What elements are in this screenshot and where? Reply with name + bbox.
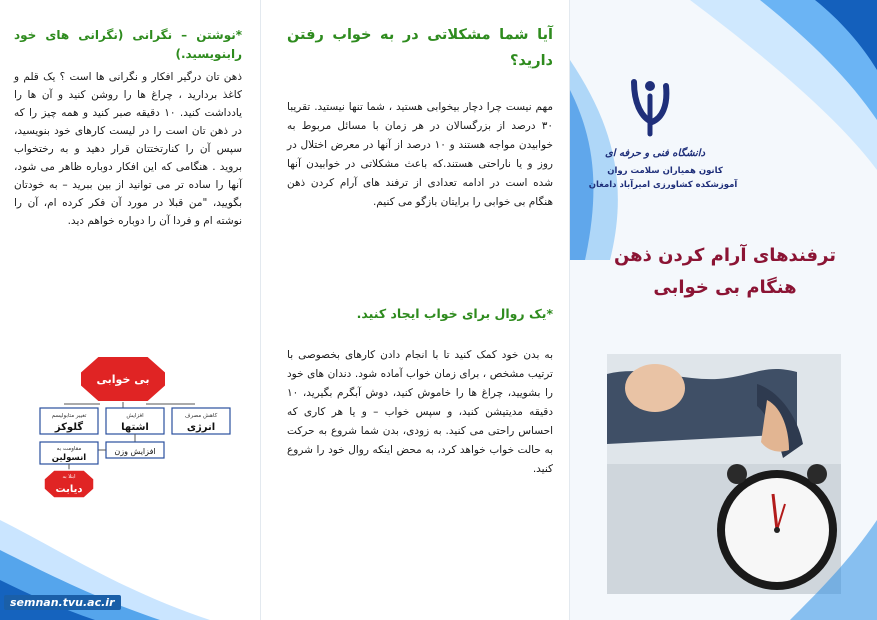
- flow-box2-main: اشتها: [121, 422, 149, 433]
- flow-box4: افزایش وزن: [114, 447, 156, 456]
- middle-panel: [261, 0, 570, 620]
- wave-decoration-bottom-right: [770, 520, 877, 620]
- middle-paragraph-1: مهم نیست چرا دچار بیخوابی هستید ، شما تنها نیستید. تقریبا ۳۰ درصد از بزرگسالان در هر زمان با مسائل مربوط به خوابیدن مواجه هستند و ۱۰ درصد از آنها در معرض اختلال در روز و یا ناراحتی هستند.که باعث مشکلاتی در خوابیدن آنها شده است در ادامه تعدادی از ترفند های آرام کردن ذهن هنگام بی خوابی را برایتان بازگو می کنیم.: [287, 101, 553, 208]
- logo-line-3: آموزشکده کشاورزی امیرآباد دامغان: [588, 180, 738, 190]
- left-heading: *نوشتن – نگرانی (نگرانی های خود رابنویسید.): [14, 28, 242, 61]
- left-body-text: ذهن تان درگیر افکار و نگرانی ها است ؟ یک قلم و کاغذ بردارید ، چراغ ها را روشن کنید و آن ها را یادداشت کنید. ۱۰ دقیقه صبر کنید و همه چیز را که در ذهن تان است را در لیست کارهای خود بنویسید، سپس آن را کنارتختتان قرار دهید و به رختخواب بروید . هنگامی که این افکار دوباره ظاهر می شود، آنها را ساده تر می توانید از بین ببرید – به خودتان بگویید، "من قبلا در مورد آن فکر کرده ام، آن را نوشته ام و فردا آن را دوباره خواهم دید.: [14, 71, 243, 227]
- middle-paragraph-2: به بدن خود کمک کنید تا با انجام دادن کارهای بخصوصی با ترتیب مشخص ، برای زمان خواب آماده شود. دندان های خود را بشویید، چراغ ها را خاموش کنید، دوش آبگرم بگیرید، ۱۰ دقیقه مدیتیشن کنید، و سپس خواب – و یا هر کاری که احساس راحتی می کنید. به زودی، بدن شما شروع به حرکت به حالت خواب خواهد کرد، به محض اینکه روال خود را شروع کنید.: [287, 349, 553, 475]
- flow-box5-small: مقاومت به: [56, 446, 82, 452]
- flow-bottom-small: ابتلا به: [62, 474, 76, 480]
- flow-box1-main: گلوکز: [54, 422, 84, 433]
- flow-box3-main: انرژی: [186, 422, 216, 433]
- site-watermark: semnan.tvu.ac.ir: [4, 595, 121, 610]
- right-panel: [570, 0, 877, 620]
- flow-top-label: بی خوابی: [96, 373, 150, 386]
- brochure-title: ترفندهای آرام کردن ذهن هنگام بی خوابی: [613, 245, 837, 298]
- logo-line-2: کانون همیاران سلامت روان: [607, 166, 723, 176]
- flow-box5-main: انسولین: [51, 453, 87, 463]
- flow-box2-small: افزایش: [126, 413, 144, 419]
- logo-line-1: دانشگاه فنی و حرفه ای: [604, 148, 706, 159]
- middle-subheading: *یک روال برای خواب ایجاد کنید.: [356, 306, 553, 321]
- flow-box3-small: کاهش مصرف: [184, 413, 218, 419]
- university-logo-icon: [628, 74, 672, 144]
- flow-bottom-label: دیابت: [55, 484, 83, 495]
- left-panel: [0, 0, 261, 620]
- middle-heading: آیا شما مشکلاتی در به خواب رفتن دارید؟: [287, 27, 553, 69]
- flow-box1-small: تغییر متابولیسم: [51, 413, 87, 419]
- insomnia-flowchart: [20, 348, 248, 508]
